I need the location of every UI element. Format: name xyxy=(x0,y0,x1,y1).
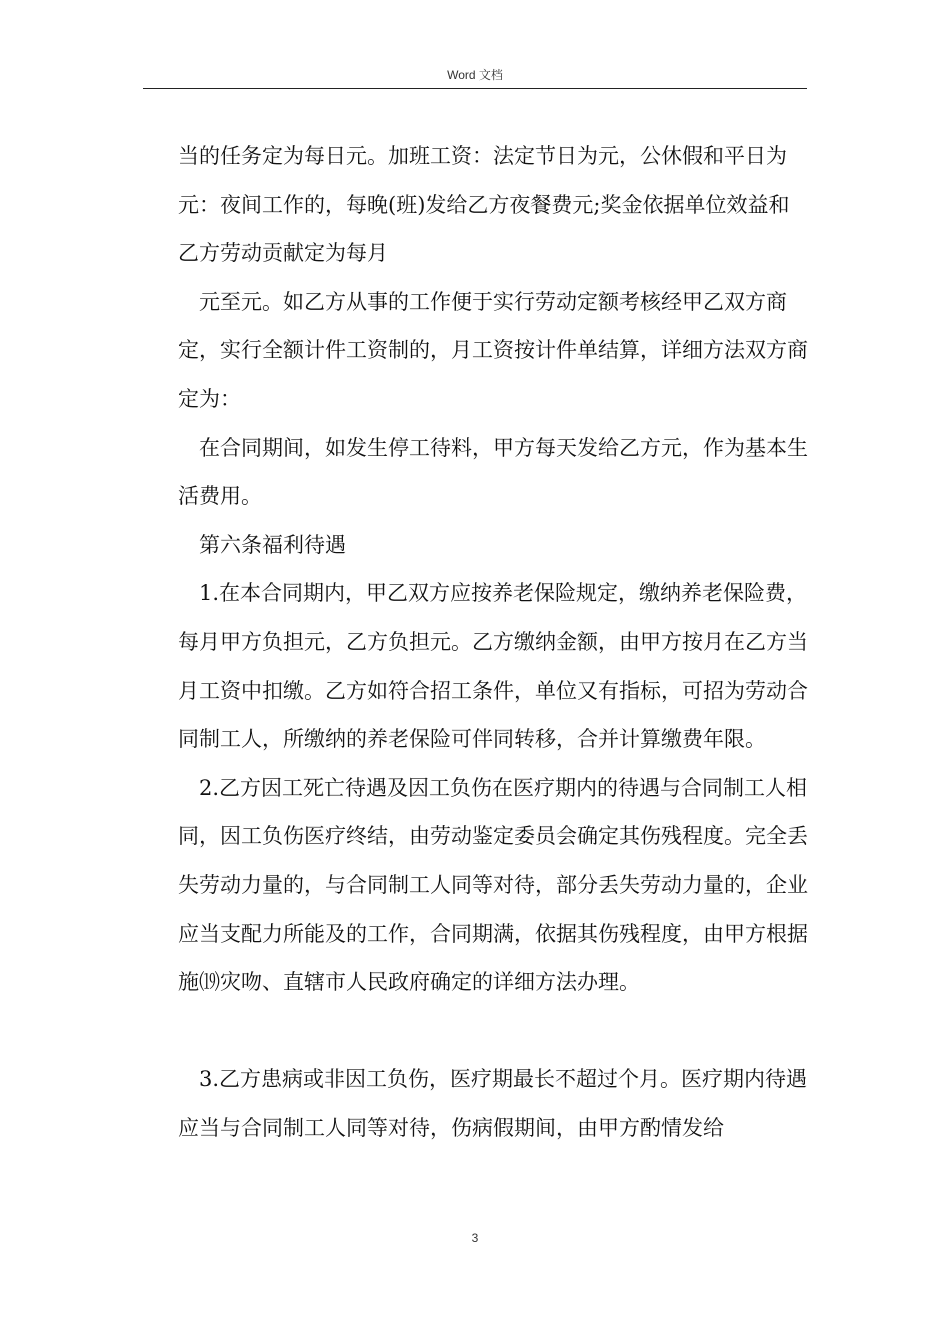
document-body xyxy=(178,132,808,1152)
paragraph-work-injury: 2.乙方因工死亡待遇及因工负伤在医疗期内的待遇与合同制工人相同，因工负伤医疗终结，由劳动鉴定委员会确定其伤残程度。完全丢失劳动力量的，与合同制工人同等对待，部分丢失劳动力量的，企业应当支配力所能及的工作，合同期满，依据其伤残程度，由甲方根据施⒆灾吻、直辖市人民政府确定的详细方法办理。 xyxy=(178,775,808,995)
paragraph-spacer xyxy=(178,1007,808,1056)
paragraph-wage-continuation: 当的任务定为每日元。加班工资：法定节日为元，公休假和平日为元：夜间工作的，每晚(班)发给乙方夜餐费元;奖金依据单位效益和乙方劳动贡献定为每月 xyxy=(178,144,790,266)
paragraph-sick-leave: 3.乙方患病或非因工负伤，医疗期最长不超过个月。医疗期内待遇应当与合同制工人同等对待，伤病假期间，由甲方酌情发给 xyxy=(178,1067,808,1140)
paragraph-pension-insurance: 1.在本合同期内，甲乙双方应按养老保险规定，缴纳养老保险费，每月甲方负担元，乙方负担元。乙方缴纳金额，由甲方按月在乙方当月工资中扣缴。乙方如符合招工条件，单位又有指标，可招为劳动合同制工人，所缴纳的养老保险可伴同转移，合并计算缴费年限。 xyxy=(178,581,808,752)
page-number: 3 xyxy=(471,1231,479,1245)
header-divider xyxy=(143,88,807,89)
paragraph-piecework-wage: 元至元。如乙方从事的工作便于实行劳动定额考核经甲乙双方商定，实行全额计件工资制的，月工资按计件单结算，详细方法双方商定为： xyxy=(178,289,808,411)
section-heading-welfare: 第六条福利待遇 xyxy=(199,532,346,557)
page-header: Word 文档 xyxy=(447,68,503,82)
paragraph-work-stoppage: 在合同期间，如发生停工待料，甲方每天发给乙方元，作为基本生活费用。 xyxy=(178,435,808,509)
